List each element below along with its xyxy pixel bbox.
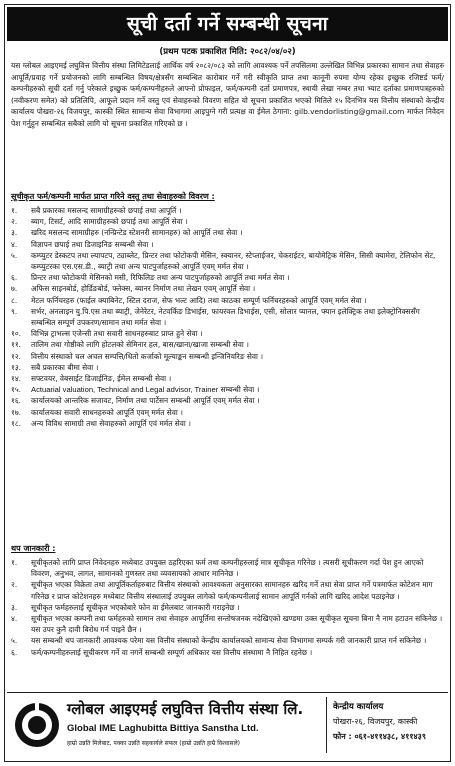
notice-page [4, 4, 451, 762]
service-item [11, 328, 444, 339]
service-item [11, 339, 444, 350]
service-item-number: ११. [11, 340, 22, 350]
service-item-text: अन्य विविध सामाग्री तथा सेवाहरुको आपूर्ति एवं मर्मत सेवा । [31, 418, 191, 428]
service-item-number: १५. [11, 385, 22, 395]
service-item-number: १६. [11, 396, 22, 406]
service-item [11, 362, 444, 373]
service-item-text: कार्यालयको आन्तरिक सजावट, निर्माण तथा पार्टेसन सम्बन्धी आपूर्ति एवम् मर्मत सेवा । [31, 396, 260, 406]
service-item-number: ४. [11, 239, 18, 249]
service-item [11, 384, 444, 395]
info-note-number: ४. [11, 614, 18, 624]
organization-name-english: Global IME Laghubitta Bittiya Sanstha Ltd. [67, 723, 259, 734]
service-item-text: सम्बन्धी सेवा । [218, 385, 260, 395]
service-item [11, 283, 444, 294]
footer [7, 692, 448, 759]
service-item-number: ९. [11, 306, 18, 316]
info-note-number: ६. [11, 647, 18, 657]
service-item-text: ब्याग, टिसर्ट, आदि सामाग्रीहरुको छपाई तथा आपूर्ति सेवा । [31, 217, 188, 227]
info-note-number: १. [11, 558, 18, 567]
service-item-text: अफिस साइनबोर्ड, होर्डिङबोर्ड, फ्लेक्स, ब्यानर निर्माण तथा लेखन एवम् आपूर्ति सेवा । [31, 284, 256, 294]
service-item-text: वित्तीय संस्थाको चल अचल सम्पत्ति/धितो कर्जाको मूल्याङ्कन सम्बन्धी इन्जिनियरिङ सेवा । [31, 351, 264, 361]
service-item-text: सर्भर, अनलाइन यु.पि.एस तथा ब्याट्री, जेनेरेटर, नेटवर्किङ डिभाईस, फायरवल डिभाईस, एसी, सोलार प्यानल, फ्यान इलेक्ट्रिक तथा इलेक्ट्रोनिक्ससँग सम्बन्धित सम्पूर्ण उपकरण/सामान तथा मर्मत सेवा । [31, 306, 420, 328]
service-item-number: १२. [11, 351, 22, 361]
service-item-text: सबै प्रकारका बीमा सेवा । [31, 362, 99, 372]
service-item [11, 227, 444, 238]
info-note-number: २. [11, 580, 18, 590]
service-item [11, 373, 444, 384]
service-item-text-latin: Actuarial valuation, Technical and Legal advisor, Trainer [31, 385, 219, 395]
office-address: पोखरा-२६, विजयपुर, कास्की [333, 717, 418, 726]
intro-paragraph: यस ग्लोबल आइएमई लघुवित्त वित्तीय संस्था लिमिटेडलाई आर्थिक वर्ष २०८२/०८३ को लागि आवश्यक पर्ने तपसिलमा उल्लेखित विभिन्न प्रकारका सामान तथा सेवाहरु आपूर्ति/प्रवाह गर्ने प्रयोजनको लागि सम्बन्धित विषय/क्षेत्रसँग सम्बन्धित कारोबार गर्ने गरी स्वीकृति प्राप्त तथा कानूनी रुपमा योग्य रहेका इच्छुक रजिष्टर्ड फर्म/कम्पनीहरुको सूची दर्ता गर्नु परेकाले इच्छुक फर्म/कम्पनीहरुले आफ्नो प्रोफाइल, फर्म/कम्पनी दर्ता प्रमाणपत्र, स्थायी लेखा नम्बर तथा भ्याट दर्ताका प्रमाणपत्रहरुको (नवीकरण समेत) को प्रतिलिपि, आफूले प्रदान गर्ने वस्तु एवं सेवाहरुको विवरण सहित यो सूचना प्रकाशित भएको मितिले १५ दिनभित्र यस वित्तीय संस्थाको केन्द्रीय कार्यालय पोखरा-२६ विजयपुर, कास्की स्थित सामान्य सेवा विभागमा आइपुग्ने गरी प्रत्यक्ष वा ईमेल ठेगाना: gilb.vendorlisting@gmail.com मार्फत निवेदन पेश गर्नुहुन सम्बन्धित सबैको लागि यो सूचना प्रकाशित गरिएको छ । [11, 61, 444, 128]
info-note-number: ५. [11, 636, 18, 646]
service-item-text: कम्प्युटर डेस्कटप तथा ल्यापटप, ट्याब्लेट, प्रिन्टर तथा फोटोकपी मेसिन, स्क्यानर, स्टेप्लाईजर, चेकराईटर, बायोमेट्रिक मेसिन, सिसी क्यामेरा, टेलिफोन सेट, कम्प्युटरका एस.एस.डी., ब्याट्री तथा अन्य पाटपुर्जाहरुको आपूर्ति एवम् मर्मत सेवा । [31, 250, 436, 272]
service-item [11, 295, 444, 306]
items-list [11, 205, 444, 429]
service-item-number: ५. [11, 250, 18, 260]
service-item-text: सफ्टवयर, वेबसाईट डिजाईनिङ, ईमेल सम्बन्धी सेवा । [31, 374, 172, 384]
office-heading: केन्द्रीय कार्यालय [333, 702, 384, 712]
service-item-number: २. [11, 217, 18, 227]
service-item-number: ३. [11, 228, 18, 238]
publication-date: (प्रथम पटक प्रकाशित मिति: २०८२/०४/०२) [159, 47, 296, 57]
info-note [11, 647, 444, 658]
service-item-number: १८. [11, 418, 22, 428]
info-note-text: फर्म/कम्पनीहरुलाई सूचीकरण गर्ने वा नगर्ने सम्बन्धी सम्पूर्ण अधिकार यस वित्तीय संस्थामा नै निहित रहनेछ । [31, 647, 313, 657]
service-item [11, 407, 444, 418]
service-item-text: सबै प्रकारका मसलन्द सामाग्रीहरुको छपाई तथा आपूर्ति । [31, 206, 182, 215]
service-item-number: ६. [11, 273, 18, 283]
service-item-text: विज्ञापन छपाई तथा डिजाइनिङ सम्बन्धी सेवा । [31, 239, 154, 249]
notice-title: सूची दर्ता गर्ने सम्बन्धी सूचना [7, 7, 448, 41]
service-item-number: १. [11, 206, 18, 215]
service-item [11, 272, 444, 283]
info-note-text: सूचीकृत भएका विक्रेता तथा आपूर्तिकर्ताहरुबाट वित्तीय संस्थाको आवश्यकता अनुसारका सामानहरु खरिद गर्ने तथा सेवा प्राप्त गर्ने पत्रमार्फत कोटेशन माग गरिनेछ र प्राप्त कोटेशनहरु मध्येबाट वित्तीय संस्थालाई उपयुक्त लागेको फर्म/कम्पनीलाई सामान आपूर्ति गर्नको लागि खरिद आदेश पठाइनेछ । [31, 580, 433, 601]
organization-tagline: हाम्रो उन्नति मिलेबाट, पक्का उन्नति सहकार्यले सफल (हाम्रो उन्नति हाम्रै विश्वासले) [67, 740, 241, 747]
service-item-text: कार्यालयका सवारी साधनहरुको आपूर्ति एवम् मर्मत सेवा । [31, 407, 183, 417]
notes-section-heading: थप जानकारी : [11, 544, 56, 553]
office-phone: फोन : ०६१-४११४३८, ४११४३९ [333, 732, 426, 741]
service-item-number: १०. [11, 329, 22, 339]
service-item-text: तालिम तथा गोष्ठीको लागि होटलको सेमिनार हल, बास/खाना/खाजा सम्बन्धी सेवा । [31, 340, 249, 350]
notes-list [11, 557, 444, 658]
service-item [11, 216, 444, 227]
service-item-number: १७. [11, 407, 22, 417]
info-note-text: यस सम्बन्धी थप जानकारी आवश्यक परेमा यस वित्तीय संस्थाको केन्द्रीय कार्यालयको सामान्य सेवा विभागमा सम्पर्क गरी जानकारी प्राप्त गर्न सकिनेछ । [31, 636, 427, 646]
info-note-number: ३. [11, 602, 18, 612]
service-item-text: मेटल फर्निचरहरु (फाईल क्याबिनेट, स्टिल दराज, सेफ भल्ट आदि) तथा काठका सम्पूर्ण फर्निचरहरुको आपूर्ति एवम् मर्मत सेवा । [31, 295, 367, 305]
info-note [11, 635, 444, 646]
service-item-number: १३. [11, 362, 22, 372]
info-note [11, 613, 444, 635]
service-item-text: खरिद मसलन्द सामाग्रीहरु (नन्प्रिन्टेड स्टेशनरी सामानहरु) को आपूर्ति तथा सेवा । [31, 228, 243, 238]
service-item [11, 250, 444, 272]
service-item-text: प्रिन्टर तथा फोटोकपी मेसिनको मसी, रिफिलिङ तथा अन्य पाटपुर्जाहरुको आपूर्ति तथा मर्मत सेवा । [31, 273, 290, 283]
service-item [11, 418, 444, 429]
office-info [326, 697, 444, 753]
info-note [11, 557, 444, 579]
info-note-text: सूचीकृतको लागि प्राप्त निवेदनहरु मध्येबाट उपयुक्त ठहरिएका फर्म तथा कम्पनीहरुलाई मात्र सूचीकृत गरिनेछ । त्यसरी सूचीकरण गर्दा पेश हुन आएको विवरण, अनुभव, लागत, सामानको गुणस्तर तथा व्यवसायको आधार मानिनेछ । [31, 558, 424, 579]
service-item-text: विभिन्न ट्राभल्स एजेन्सी तथा सवारी साधनहरुबाट प्राप्त हुने सेवा । [31, 329, 203, 339]
service-item-number: ७. [11, 284, 18, 294]
info-note [11, 579, 444, 601]
service-item [11, 205, 444, 216]
info-note [11, 602, 444, 613]
organization-logo [13, 701, 61, 749]
service-item [11, 239, 444, 250]
info-note-text: सूचीकृत फर्महरुलाई सूचीकृत भएकोबारे फोन वा ईमेलबाट जानकारी गराइनेछ । [31, 602, 240, 612]
service-item-number: ८. [11, 295, 18, 305]
organization-name-nepali: ग्लोबल आइएमई लघुवित्त वित्तीय संस्था लि. [67, 700, 304, 718]
service-item [11, 306, 444, 328]
info-note-text: सूचीकृत भएका कम्पनी तथा फर्महरुको सामान तथा सेवाहरु आपूर्तिमा सन्तोषजनक नदेखिएको खण्डमा उक्त सूचीकृत सूचना बिना नै नाम हटाउन सकिनेछ । यस उपर कुनै दावी बिरोध गर्न पाइने छैन । [31, 614, 443, 635]
service-item [11, 351, 444, 362]
service-item [11, 395, 444, 406]
items-section-heading: सूचीकृत फर्म/कम्पनी मार्फत प्राप्त गरिने वस्तु तथा सेवाहरुको विवरण : [11, 192, 215, 201]
service-item-number: १४. [11, 374, 22, 384]
